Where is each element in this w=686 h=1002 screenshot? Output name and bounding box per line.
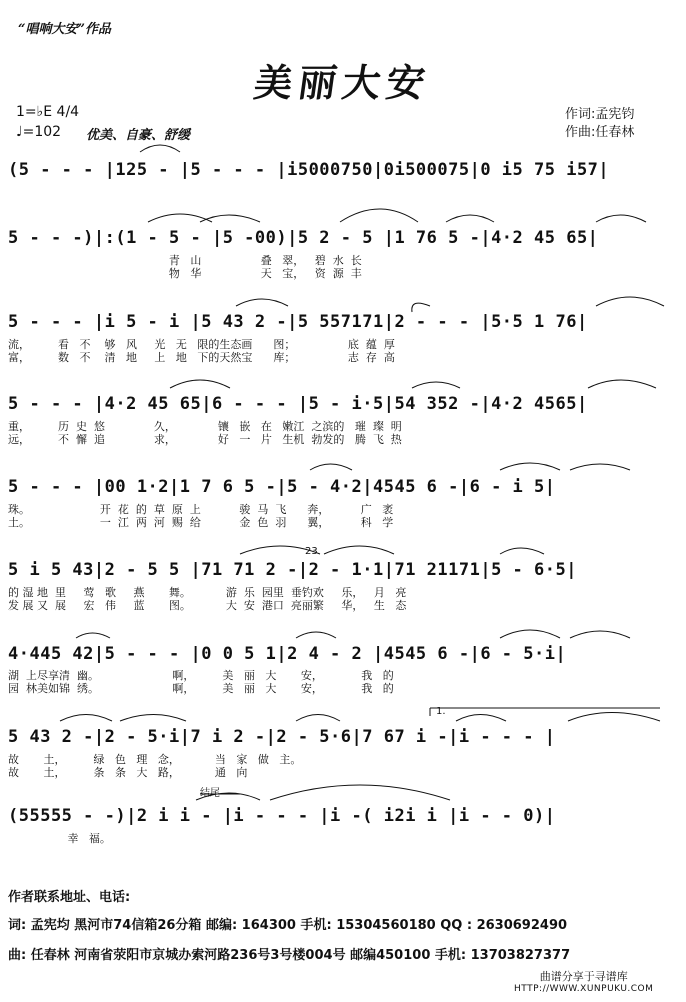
- composer-contact: 曲: 任春林 河南省荥阳市京城办索河路236号3号楼004号 邮编450100 手机: 13703827377: [8, 948, 571, 963]
- lyrics-line-3b: 富， 数 不 清 地 上 地 下的天然宝 库； 志 存 高: [8, 351, 395, 364]
- key-tempo-block: [16, 104, 79, 140]
- lyrics-line-4a: 重， 历 史 悠 久， 镶 嵌 在 嫩江 之滨的 璀 璨 明: [8, 420, 402, 433]
- lyrics-line-6b: 发 展 又 展 宏 伟 蓝 图。 大 安 港口 亮丽繁 华， 生 态: [8, 599, 407, 612]
- lyrics-line-5b: 土。 一 江 两 河 赐 给 金 色 羽 翼， 科 学: [8, 516, 394, 529]
- slur: [310, 464, 352, 470]
- lyrics-line-7a: 湖 上尽享清 幽。 啊， 美 丽 大 安， 我 的: [8, 669, 394, 682]
- tempo-marking: ♩=102: [16, 124, 62, 140]
- slur: [568, 713, 660, 722]
- lyrics-line-3a: 流， 看 不 够 风 光 无 限的生态画 图； 底 蕴 厚: [8, 338, 395, 351]
- slur: [76, 633, 110, 638]
- slur: [296, 632, 336, 638]
- slur: [324, 546, 394, 554]
- slur: [588, 380, 656, 388]
- score-line-5: 5 - - - |00 1·2|1 7 6 5 -|5 - 4·2|4545 6 -|6 - i 5|: [8, 477, 556, 497]
- lyrics-line-8a: 故 土， 绿 色 理 念， 当 家 做 主。: [8, 753, 302, 766]
- slur: [500, 630, 560, 638]
- score-line-8: 5 43 2 -|2 - 5·i|7 i 2 -|2 - 5·6|7 67 i -|i - - - |: [8, 727, 556, 747]
- slur: [596, 215, 646, 222]
- composer-credit: 作曲:任春林: [565, 125, 635, 140]
- slur: [200, 215, 260, 222]
- lyricist-credit: 作词:孟宪钧: [565, 107, 635, 122]
- slur: [570, 464, 630, 470]
- watermark-url[interactable]: HTTP://WWW.XUNPUKU.COM: [514, 984, 654, 994]
- lyrics-line-7b: 园 林美如锦 绣。 啊， 美 丽 大 安， 我 的: [8, 682, 394, 695]
- contact-title: 作者联系地址、电话:: [8, 890, 131, 905]
- slur: [140, 145, 180, 152]
- expression-marking: 优美、自豪、舒缓: [86, 128, 191, 143]
- lyrics-line-8b: 故 土， 条 条 大 路， 通 向: [8, 766, 248, 779]
- slur: [170, 380, 230, 388]
- song-title: 美丽大安: [251, 60, 434, 105]
- slur: [296, 715, 340, 722]
- score-line-3: 5 - - - |i 5 - i |5 43 2 -|5 557171|2 - - - |5·5 1 76|: [8, 312, 588, 332]
- score-line-1: (5 - - - |125 - |5 - - - |i5000750|0i500075|0 i5 75 i57|: [8, 160, 610, 180]
- slur: [500, 463, 560, 470]
- slur: [60, 715, 112, 722]
- coda-mark: 结尾: [200, 788, 220, 799]
- key-signature: 1=♭E 4/4: [16, 104, 80, 120]
- site-watermark: [514, 970, 653, 996]
- lyrics-line-4b: 远， 不 懈 追 求， 好 一 片 生机 勃发的 腾 飞 热: [8, 433, 402, 446]
- lyrics-line-9a: 幸 福。: [8, 832, 111, 845]
- slur: [412, 303, 430, 312]
- lyrics-line-5a: 珠。 开 花 的 草 原 上 骏 马 飞 奔， 广 袤: [8, 503, 394, 516]
- authors-block: [565, 106, 634, 142]
- slur: [120, 715, 186, 722]
- lyricist-contact: 词: 孟宪均 黑河市74信箱26分箱 邮编: 164300 手机: 15304560180 QQ : 2630692490: [8, 918, 568, 933]
- lyrics-line-2a: 青 山 叠 翠， 碧 水 长: [8, 254, 362, 267]
- slur: [148, 214, 212, 222]
- slur: [340, 209, 418, 222]
- slur: [500, 548, 544, 554]
- score-line-7: 4·445 42|5 - - - |0 0 5 1|2 4 - 2 |4545 6 -|6 - 5·i|: [8, 644, 567, 664]
- score-line-6: 5 i 5 43|2 - 5 5 |71 71 2 -|2 - 1·1|71 21171|5 - 6·5|: [8, 560, 577, 580]
- slur: [270, 785, 450, 800]
- slur: [570, 631, 630, 638]
- slur: [456, 715, 506, 722]
- lyrics-line-2b: 物 华 天 宝， 资 源 丰: [8, 267, 362, 280]
- lyrics-line-6a: 的 湿 地 里 莺 歌 燕 舞。 游 乐 园里 垂钓欢 乐， 月 亮: [8, 586, 407, 599]
- slur: [596, 297, 664, 306]
- first-ending-mark: 1.: [436, 706, 446, 717]
- ornament-grace-23-b: 23: [305, 546, 318, 557]
- score-line-2: 5 - - -)|:(1 - 5 - |5 -00)|5 2 - 5 |1 76 5 -|4·2 45 65|: [8, 228, 599, 248]
- header-credit: “唱响大安”作品: [18, 22, 111, 37]
- slur: [446, 215, 494, 222]
- watermark-text: 曲谱分享于寻谱库: [539, 970, 628, 983]
- slur: [236, 299, 288, 306]
- score-line-4: 5 - - - |4·2 45 65|6 - - - |5 - i·5|54 352 -|4·2 4565|: [8, 394, 588, 414]
- slur: [412, 382, 460, 388]
- score-line-9: (55555 - -)|2 i i - |i - - - |i -( i2i i |i - - 0)|: [8, 806, 556, 826]
